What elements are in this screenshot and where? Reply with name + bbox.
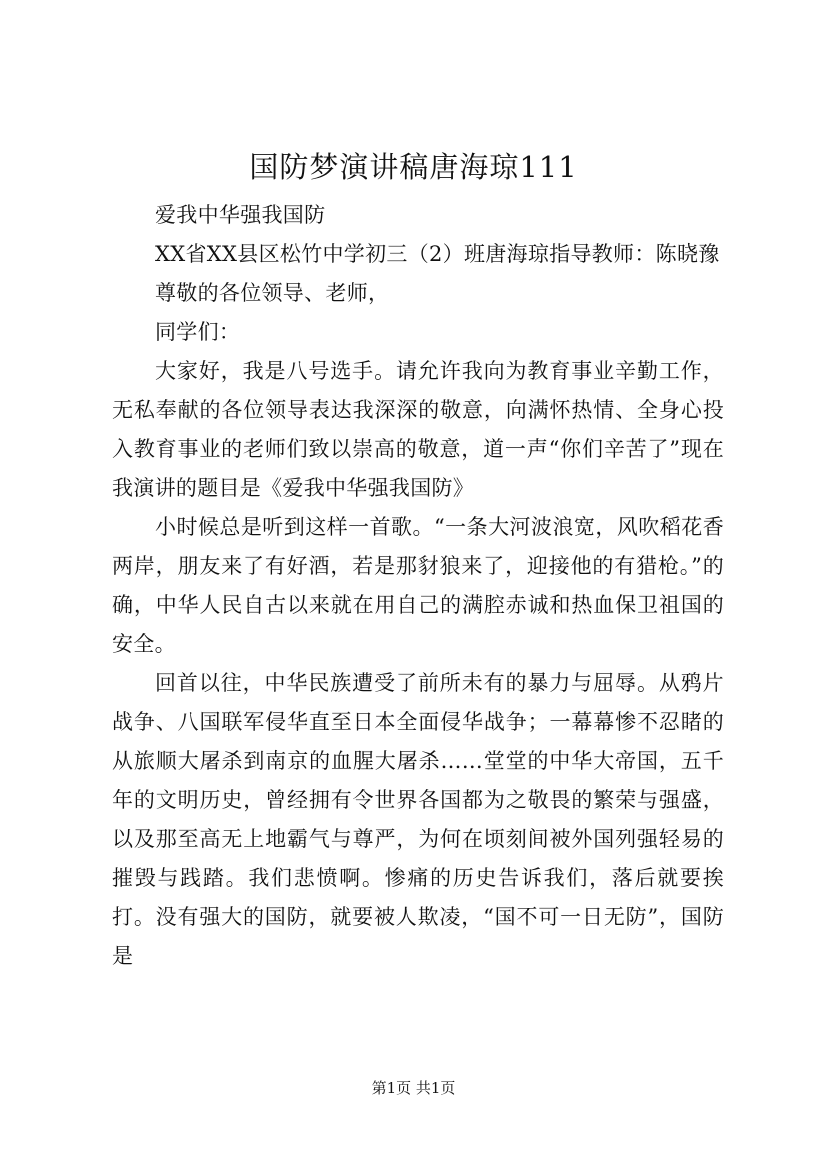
paragraph-greeting: 大家好，我是八号选手。请允许我向为教育事业辛勤工作，无私奉献的各位领导表达我深深的敬意，向满怀热情、全身心投入教育事业的老师们致以崇高的敬意，道一声“你们辛苦了”现在我演讲的题目是《爱我中华强我国防》 (112, 359, 724, 500)
paragraph-history: 回首以往，中华民族遭受了前所未有的暴力与屈辱。从鸦片战争、八国联军侵华直至日本全面侵华战争；一幕幕惨不忍睹的从旅顺大屠杀到南京的血腥大屠杀……堂堂的中华大帝国，五千年的文明历史，曾经拥有令世界各国都为之敬畏的繁荣与强盛，以及那至高无上地霸气与尊严，为何在顷刻间被外国列强轻易的摧毁与践踏。我们悲愤啊。惨痛的历史告诉我们，落后就要挨打。没有强大的国防，就要被人欺凌，“国不可一日无防”，国防是 (112, 671, 724, 968)
paragraph-subtitle: 爱我中华强我国防 (155, 203, 326, 227)
paragraph-salutation: 尊敬的各位领导、老师， (155, 281, 390, 305)
document-title: 国防梦演讲稿唐海琼111 (249, 150, 578, 184)
document-body (112, 196, 724, 976)
paragraph-students: 同学们： (155, 320, 241, 344)
paragraph-author: XX省XX县区松竹中学初三（2）班唐海琼指导教师：陈晓豫 (155, 242, 720, 266)
paragraph-song: 小时候总是听到这样一首歌。“一条大河波浪宽，风吹稻花香两岸，朋友来了有好酒，若是那豺狼来了，迎接他的有猎枪。”的确，中华人民自古以来就在用自己的满腔赤诚和热血保卫祖国的安全。 (112, 515, 724, 656)
page-footer: 第1页 共1页 (371, 1079, 456, 1097)
